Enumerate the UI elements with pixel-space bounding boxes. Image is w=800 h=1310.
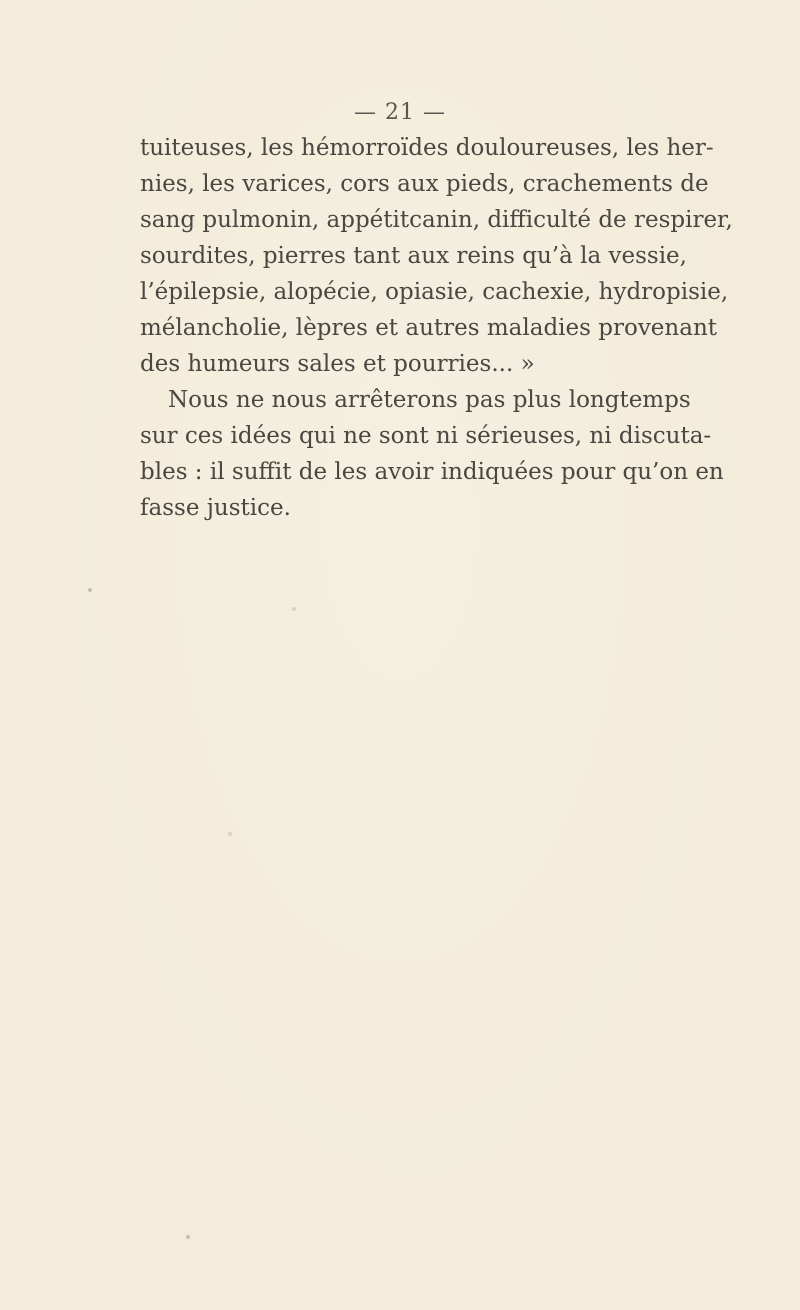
text-line: fasse justice.	[140, 495, 291, 521]
text-line-paragraph-start: Nous ne nous arrêterons pas plus longtemps	[168, 387, 691, 413]
paper-speck	[292, 607, 296, 611]
paper-speck	[88, 588, 92, 592]
text-line: nies, les varices, cors aux pieds, crachements de	[140, 171, 709, 197]
text-line: tuiteuses, les hémorroïdes douloureuses, les her-	[140, 135, 714, 161]
page-number: — 21 —	[354, 100, 446, 125]
paper-speck	[228, 832, 232, 836]
text-line: sang pulmonin, appétitcanin, difficulté de respirer,	[140, 207, 733, 233]
text-line: sur ces idées qui ne sont ni sérieuses, ni discuta-	[140, 423, 712, 449]
text-line: mélancholie, lèpres et autres maladies provenant	[140, 315, 717, 341]
text-line: bles : il suffit de les avoir indiquées pour qu’on en	[140, 459, 724, 485]
text-line: sourdites, pierres tant aux reins qu’à la vessie,	[140, 243, 687, 269]
text-line: l’épilepsie, alopécie, opiasie, cachexie, hydropisie,	[140, 279, 729, 305]
paper-speck	[186, 1235, 190, 1239]
text-line: des humeurs sales et pourries... »	[140, 351, 535, 377]
body-text	[140, 130, 733, 526]
